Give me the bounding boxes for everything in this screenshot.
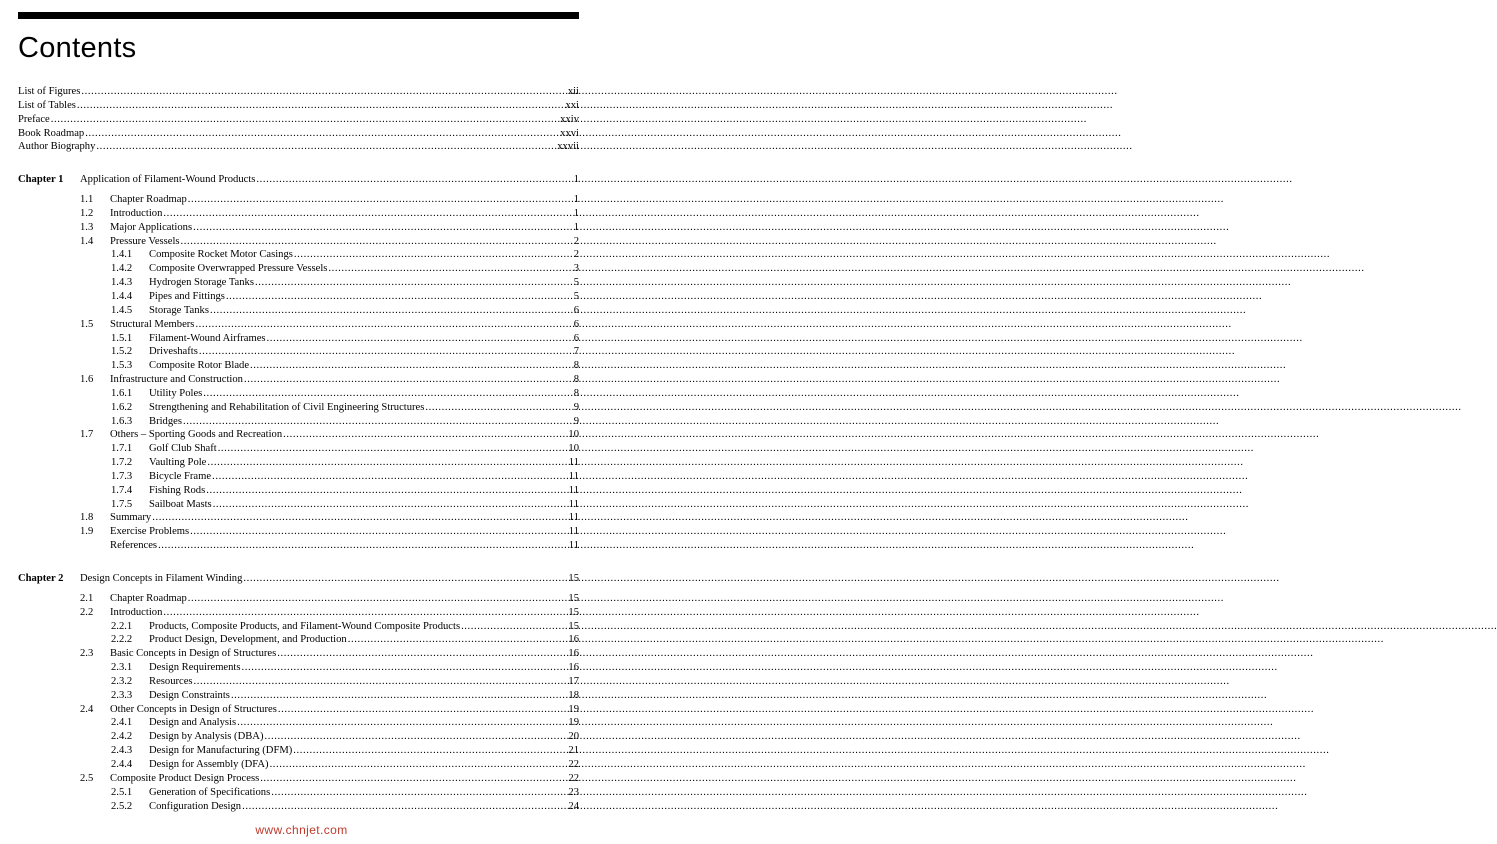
- dot-leader: [85, 127, 559, 141]
- entry-title: Design by Analysis (DBA): [149, 731, 264, 743]
- entry-title: Author Biography: [18, 141, 96, 153]
- entry-number: 2.2.1: [111, 620, 133, 632]
- dot-leader: [461, 620, 567, 634]
- subsection-entry[interactable]: [18, 345, 579, 359]
- entry-page-number: 10: [568, 429, 579, 441]
- entry-title: Major Applications: [110, 221, 193, 233]
- entry-title: Products, Composite Products, and Filament-Wound Composite Products: [149, 620, 461, 632]
- subsection-entry[interactable]: [18, 304, 579, 318]
- entry-number: 1.6.3: [111, 415, 133, 427]
- entry-number: 1.4.5: [111, 304, 133, 316]
- dot-leader: [212, 470, 568, 484]
- dot-leader: [425, 401, 572, 415]
- dot-leader: [51, 113, 559, 127]
- entry-title: Structural Members: [110, 318, 195, 330]
- entry-title: Product Design, Development, and Production: [149, 634, 347, 646]
- front-matter-entry[interactable]: [18, 99, 579, 113]
- entry-title: Hydrogen Storage Tanks: [149, 277, 254, 289]
- entry-page-number: 22: [568, 772, 579, 784]
- entry-title: Exercise Problems: [110, 526, 190, 538]
- entry-page-number: 2: [573, 235, 579, 247]
- dot-leader: [256, 173, 572, 187]
- entry-number: 1.1: [80, 194, 94, 206]
- entry-page-number: 18: [568, 689, 579, 701]
- dot-leader: [283, 428, 567, 442]
- front-matter-entry[interactable]: [18, 113, 579, 127]
- dot-leader: [183, 415, 573, 429]
- top-rule: [18, 12, 579, 19]
- entry-number: 1.9: [80, 526, 94, 538]
- dot-leader: [81, 85, 566, 99]
- dot-leader: [260, 772, 567, 786]
- dot-leader: [231, 689, 567, 703]
- entry-title: Others – Sporting Goods and Recreation: [110, 429, 283, 441]
- entry-page-number: 7: [573, 346, 579, 358]
- dot-leader: [250, 359, 573, 373]
- entry-title: Design Constraints: [149, 689, 230, 701]
- dot-leader: [264, 730, 567, 744]
- entry-page-number: 11: [568, 512, 579, 524]
- front-matter-entry[interactable]: [18, 127, 579, 141]
- entry-title: Design for Manufacturing (DFM): [149, 745, 293, 757]
- section-entry[interactable]: [18, 428, 579, 442]
- entry-page-number: 11: [568, 526, 579, 538]
- entry-title: Strengthening and Rehabilitation of Civil Engineering Structures: [149, 401, 425, 413]
- dot-leader: [328, 262, 572, 276]
- dot-leader: [210, 304, 573, 318]
- subsection-entry[interactable]: [18, 498, 579, 512]
- section-entry[interactable]: [18, 221, 579, 235]
- subsection-entry[interactable]: [18, 484, 579, 498]
- dot-leader: [163, 207, 572, 221]
- subsection-entry[interactable]: [18, 716, 579, 730]
- section-entry[interactable]: [18, 647, 579, 661]
- entry-page-number: 11: [568, 457, 579, 469]
- subsection-entry[interactable]: [18, 359, 579, 373]
- entry-title: Infrastructure and Construction: [110, 374, 243, 386]
- entry-title: Sailboat Masts: [149, 498, 212, 510]
- dot-leader: [277, 647, 567, 661]
- entry-page-number: 6: [573, 304, 579, 316]
- entry-title: Preface: [18, 113, 50, 125]
- entry-title: Resources: [149, 675, 193, 687]
- entry-page-number: 24: [568, 800, 579, 812]
- section-entry[interactable]: [18, 207, 579, 221]
- entry-page-number: 8: [573, 360, 579, 372]
- entry-page-number: 23: [568, 786, 579, 798]
- entry-title: Design Requirements: [149, 662, 241, 674]
- spacer: [18, 154, 579, 173]
- table-of-contents: [18, 85, 579, 813]
- entry-number: 1.6: [80, 374, 94, 386]
- entry-title: Chapter Roadmap: [110, 194, 187, 206]
- entry-title: Summary: [110, 512, 152, 524]
- subsection-entry[interactable]: [18, 800, 579, 814]
- entry-number: 2.4.1: [111, 717, 133, 729]
- entry-page-number: 9: [573, 401, 579, 413]
- entry-page-number: 15: [568, 592, 579, 604]
- entry-number: Chapter 2: [18, 573, 64, 584]
- entry-number: 1.4.1: [111, 249, 133, 261]
- section-entry[interactable]: [18, 772, 579, 786]
- page-title: Contents: [18, 32, 137, 64]
- dot-leader: [278, 703, 568, 717]
- entry-page-number: 11: [568, 540, 579, 552]
- entry-number: 2.5: [80, 772, 94, 784]
- entry-number: 1.7: [80, 429, 94, 441]
- subsection-entry[interactable]: [18, 661, 579, 675]
- entry-number: 2.4: [80, 703, 94, 715]
- section-entry[interactable]: [18, 193, 579, 207]
- entry-title: Configuration Design: [149, 800, 242, 812]
- entry-page-number: 21: [568, 745, 579, 757]
- entry-title: Composite Overwrapped Pressure Vessels: [149, 263, 328, 275]
- entry-number: 2.4.3: [111, 745, 133, 757]
- entry-title: Pipes and Fittings: [149, 290, 225, 302]
- dot-leader: [226, 290, 573, 304]
- dot-leader: [194, 675, 568, 689]
- entry-title: Composite Rotor Blade: [149, 360, 250, 372]
- entry-number: 1.7.2: [111, 457, 133, 469]
- subsection-entry[interactable]: [18, 387, 579, 401]
- section-entry[interactable]: [18, 592, 579, 606]
- entry-page-number: 3: [573, 263, 579, 275]
- entry-number: 1.5.1: [111, 332, 133, 344]
- entry-number: 2.3: [80, 648, 94, 660]
- entry-title: Filament-Wound Airframes: [149, 332, 266, 344]
- entry-page-number: 19: [568, 717, 579, 729]
- entry-number: 1.4: [80, 235, 94, 247]
- dot-leader: [163, 606, 567, 620]
- entry-title: References: [110, 540, 158, 552]
- entry-page-number: xii: [567, 86, 579, 97]
- entry-number: 2.2: [80, 606, 94, 618]
- entry-number: 1.4.4: [111, 290, 133, 302]
- entry-page-number: 15: [568, 606, 579, 618]
- entry-title: Chapter Roadmap: [110, 592, 187, 604]
- entry-number: 2.3.2: [111, 675, 133, 687]
- section-entry[interactable]: [18, 373, 579, 387]
- entry-number: 2.2.2: [111, 634, 133, 646]
- subsection-entry[interactable]: [18, 633, 579, 647]
- entry-number: 2.1: [80, 592, 94, 604]
- dot-leader: [255, 276, 573, 290]
- dot-leader: [348, 633, 568, 647]
- entry-number: 2.4.4: [111, 758, 133, 770]
- subsection-entry[interactable]: [18, 689, 579, 703]
- entry-page-number: 20: [568, 731, 579, 743]
- entry-title: Driveshafts: [149, 346, 198, 358]
- entry-title: Application of Filament-Wound Products: [80, 174, 256, 186]
- dot-leader: [190, 525, 568, 539]
- dot-leader: [237, 716, 567, 730]
- entry-page-number: 5: [573, 277, 579, 289]
- entry-page-number: 11: [568, 484, 579, 496]
- entry-page-number: 10: [568, 443, 579, 455]
- dot-leader: [195, 318, 572, 332]
- subsection-entry[interactable]: [18, 456, 579, 470]
- dot-leader: [294, 248, 573, 262]
- entry-page-number: 8: [573, 374, 579, 386]
- entry-page-number: 2: [573, 249, 579, 261]
- entry-number: 1.4.3: [111, 277, 133, 289]
- entry-title: Vaulting Pole: [149, 457, 207, 469]
- entry-page-number: 11: [568, 498, 579, 510]
- dot-leader: [244, 373, 573, 387]
- entry-number: 1.7.5: [111, 498, 133, 510]
- entry-number: 1.8: [80, 512, 94, 524]
- front-matter-entry[interactable]: [18, 140, 579, 154]
- entry-title: Basic Concepts in Design of Structures: [110, 648, 277, 660]
- section-entry[interactable]: [18, 235, 579, 249]
- subsection-entry[interactable]: [18, 415, 579, 429]
- entry-page-number: 5: [573, 290, 579, 302]
- entry-title: Composite Product Design Process: [110, 772, 260, 784]
- entry-title: Book Roadmap: [18, 127, 85, 139]
- entry-number: 1.4.2: [111, 263, 133, 275]
- entry-page-number: 6: [573, 318, 579, 330]
- entry-title: Design Concepts in Filament Winding: [80, 573, 243, 584]
- entry-page-number: 15: [568, 620, 579, 632]
- chapter-entry[interactable]: [18, 173, 579, 187]
- entry-page-number: 6: [573, 332, 579, 344]
- subsection-entry[interactable]: [18, 442, 579, 456]
- dot-leader: [77, 99, 565, 113]
- entry-number: 1.7.4: [111, 484, 133, 496]
- dot-leader: [181, 235, 573, 249]
- section-entry[interactable]: [18, 525, 579, 539]
- section-entry[interactable]: [18, 318, 579, 332]
- entry-number: 1.5.2: [111, 346, 133, 358]
- subsection-entry[interactable]: [18, 276, 579, 290]
- entry-number: 1.6.1: [111, 387, 133, 399]
- entry-title: Bicycle Frame: [149, 470, 212, 482]
- dot-leader: [271, 786, 567, 800]
- entry-page-number: 15: [568, 573, 579, 584]
- dot-leader: [199, 345, 573, 359]
- entry-title: Utility Poles: [149, 387, 203, 399]
- subsection-entry[interactable]: [18, 675, 579, 689]
- entry-page-number: 19: [568, 703, 579, 715]
- section-entry[interactable]: [18, 606, 579, 620]
- dot-leader: [213, 498, 568, 512]
- dot-leader: [206, 484, 568, 498]
- subsection-entry[interactable]: [18, 248, 579, 262]
- entry-number: 1.2: [80, 207, 94, 219]
- entry-title: Composite Rocket Motor Casings: [149, 249, 293, 261]
- entry-title: Fishing Rods: [149, 484, 206, 496]
- entry-number: 2.3.1: [111, 662, 133, 674]
- entry-page-number: 17: [568, 675, 579, 687]
- entry-title: List of Tables: [18, 99, 76, 111]
- entry-page-number: 1: [573, 207, 579, 219]
- entry-page-number: 16: [568, 634, 579, 646]
- entry-page-number: 22: [568, 758, 579, 770]
- entry-number: 1.5: [80, 318, 94, 330]
- entry-number: Chapter 1: [18, 174, 64, 186]
- entry-page-number: xxvii: [557, 141, 579, 153]
- entry-number: 1.7.3: [111, 470, 133, 482]
- entry-title: Design for Assembly (DFA): [149, 758, 269, 770]
- entry-number: 1.3: [80, 221, 94, 233]
- entry-page-number: 16: [568, 648, 579, 660]
- entry-page-number: 1: [573, 174, 579, 186]
- entry-page-number: 11: [568, 470, 579, 482]
- subsection-entry[interactable]: [18, 401, 579, 415]
- entry-number: 2.5.1: [111, 786, 133, 798]
- watermark-url: www.chnjet.com: [255, 823, 348, 837]
- entry-title: Storage Tanks: [149, 304, 209, 316]
- entry-title: Introduction: [110, 207, 163, 219]
- dot-leader: [293, 744, 567, 758]
- subsection-entry[interactable]: [18, 620, 579, 634]
- dot-leader: [203, 387, 572, 401]
- entry-number: 1.7.1: [111, 443, 133, 455]
- entry-page-number: xxi: [565, 99, 579, 111]
- subsection-entry[interactable]: [18, 332, 579, 346]
- entry-title: Bridges: [149, 415, 182, 427]
- section-entry[interactable]: [18, 703, 579, 717]
- entry-page-number: 8: [573, 387, 579, 399]
- subsection-entry[interactable]: [18, 262, 579, 276]
- subsection-entry[interactable]: [18, 470, 579, 484]
- entry-title: List of Figures: [18, 86, 81, 97]
- dot-leader: [242, 661, 568, 675]
- entry-page-number: 9: [573, 415, 579, 427]
- dot-leader: [188, 193, 573, 207]
- dot-leader: [218, 442, 568, 456]
- entry-title: Generation of Specifications: [149, 786, 271, 798]
- dot-leader: [242, 800, 567, 814]
- subsection-entry[interactable]: [18, 290, 579, 304]
- entry-number: 2.5.2: [111, 800, 133, 812]
- subsection-entry[interactable]: [18, 730, 579, 744]
- section-entry[interactable]: [18, 511, 579, 525]
- entry-page-number: xxvi: [560, 127, 579, 139]
- entry-title: Golf Club Shaft: [149, 443, 217, 455]
- entry-title: Pressure Vessels: [110, 235, 180, 247]
- subsection-entry[interactable]: [18, 744, 579, 758]
- dot-leader: [243, 572, 567, 586]
- entry-number: 2.3.3: [111, 689, 133, 701]
- entry-title: Other Concepts in Design of Structures: [110, 703, 277, 715]
- front-matter-entry[interactable]: [18, 85, 579, 99]
- entry-page-number: 16: [568, 662, 579, 674]
- chapter-entry[interactable]: [18, 572, 579, 586]
- dot-leader: [188, 592, 568, 606]
- dot-leader: [207, 456, 567, 470]
- entry-title: Introduction: [110, 606, 163, 618]
- dot-leader: [96, 140, 556, 154]
- entry-page-number: 1: [573, 194, 579, 206]
- entry-page-number: 1: [573, 221, 579, 233]
- entry-number: 1.6.2: [111, 401, 133, 413]
- subsection-entry[interactable]: [18, 758, 579, 772]
- entry-number: 2.4.2: [111, 731, 133, 743]
- entry-title: Design and Analysis: [149, 717, 237, 729]
- dot-leader: [193, 221, 573, 235]
- entry-number: 1.5.3: [111, 360, 133, 372]
- spacer: [18, 553, 579, 572]
- entry-page-number: xxiv: [560, 113, 579, 125]
- dot-leader: [270, 758, 568, 772]
- dot-leader: [158, 539, 568, 553]
- dot-leader: [267, 332, 573, 346]
- dot-leader: [152, 511, 568, 525]
- section-entry[interactable]: [18, 539, 579, 553]
- subsection-entry[interactable]: [18, 786, 579, 800]
